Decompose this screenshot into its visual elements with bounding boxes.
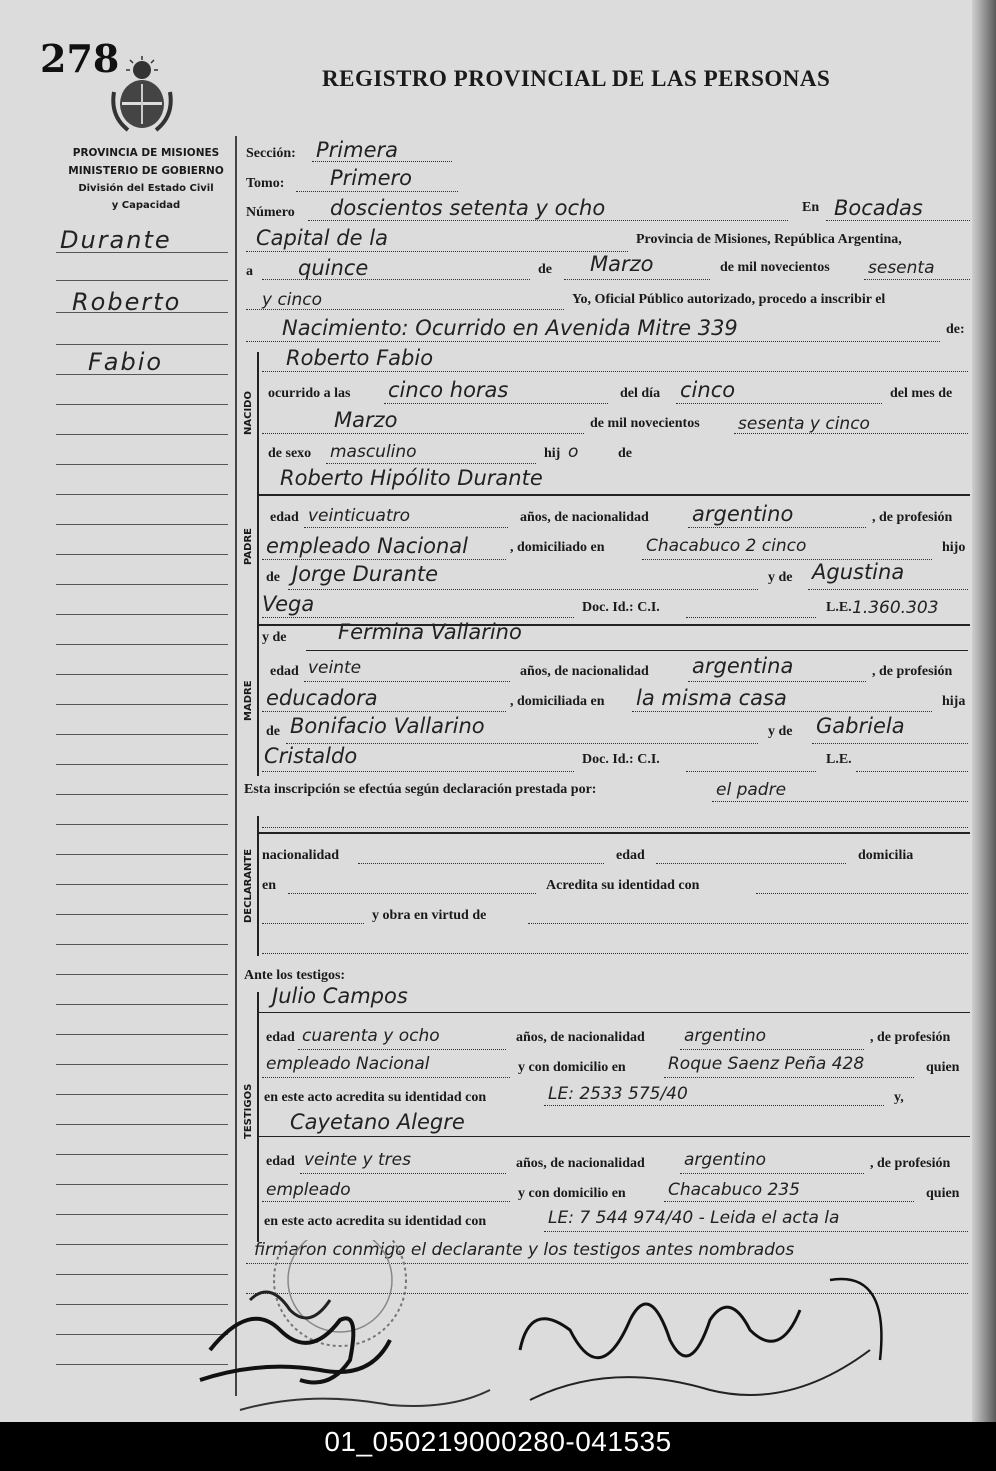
del-dia-label: del día — [620, 386, 661, 401]
de-label: de — [538, 262, 552, 277]
birth-year: sesenta y cinco — [738, 414, 870, 434]
numero-value: doscientos setenta y ocho — [330, 196, 606, 220]
ocurrido-label: ocurrido a las — [268, 386, 351, 401]
father-le-value: 1.360.303 — [852, 598, 939, 618]
madre-section-label: MADRE — [243, 680, 254, 721]
mother-nationality: argentina — [692, 654, 794, 678]
witness1-edad-label: edad — [266, 1030, 295, 1045]
hij-label: hij — [544, 446, 561, 461]
witness1-name: Julio Campos — [272, 984, 408, 1008]
birth-day: cinco — [680, 378, 736, 402]
witness1-id: LE: 2533 575/40 — [548, 1084, 688, 1104]
sexo-label: de sexo — [268, 446, 312, 461]
father-y-de-label: y de — [768, 570, 793, 585]
paternal-grandfather: Jorge Durante — [292, 562, 439, 586]
declarante-section-label: DECLARANTE — [243, 848, 254, 923]
hijo-label: hijo — [942, 540, 966, 555]
testigos-ante-label: Ante los testigos: — [244, 968, 346, 983]
column-divider — [235, 136, 237, 1396]
declarante-edad-label: edad — [616, 848, 645, 863]
seccion-value: Primera — [316, 138, 399, 162]
signatures-and-seal — [190, 1240, 950, 1420]
registration-day: quince — [298, 256, 369, 280]
mother-name: Fermina Vallarino — [338, 620, 522, 644]
witness2-nationality: argentino — [684, 1150, 766, 1170]
numero-label: Número — [246, 205, 295, 220]
witness2-prof-label: , de profesión — [870, 1156, 951, 1171]
declarante-nac-label: nacionalidad — [262, 848, 340, 863]
child-name: Roberto Fabio — [286, 346, 434, 370]
mother-nac-label: años, de nacionalidad — [520, 664, 649, 679]
margin-first-name: Roberto — [72, 288, 182, 316]
authority-capacity: y Capacidad — [111, 200, 181, 211]
father-name: Roberto Hipólito Durante — [280, 466, 543, 490]
authority-province: PROVINCIA DE MISIONES — [72, 147, 220, 159]
father-age: veinticuatro — [308, 506, 410, 526]
place-value: Capital de la — [256, 226, 388, 250]
witness2-dom-label: y con domicilio en — [518, 1186, 626, 1201]
witness2-edad-label: edad — [266, 1154, 295, 1169]
registration-year-cont: y cinco — [262, 290, 323, 310]
mother-profession: educadora — [266, 686, 378, 710]
margin-second-name: Fabio — [88, 348, 164, 376]
witness1-quien-label: quien — [926, 1060, 960, 1075]
coat-of-arms-icon — [108, 56, 176, 136]
father-le-label: L.E. — [826, 600, 852, 615]
seccion-label: Sección: — [246, 146, 296, 161]
hij-de-label: de — [618, 446, 632, 461]
father-domicile: Chacabuco 2 cinco — [646, 536, 807, 556]
de-colon-label: de: — [946, 322, 965, 337]
declarante-acredita-label: Acredita su identidad con — [546, 878, 700, 893]
maternal-grandmother: Gabriela — [816, 714, 905, 738]
mother-de-label: de — [266, 724, 280, 739]
mother-prof-label: , de profesión — [872, 664, 953, 679]
margin-surname: Durante — [60, 226, 172, 254]
witness1-domicile: Roque Saenz Peña 428 — [668, 1054, 865, 1074]
maternal-grandmother-surname: Cristaldo — [264, 744, 358, 768]
father-prof-label: , de profesión — [872, 510, 953, 525]
witness2-nac-label: años, de nacionalidad — [516, 1156, 645, 1171]
mother-le-label: L.E. — [826, 752, 852, 767]
witness2-id: LE: 7 544 974/40 - Leida el acta la — [548, 1208, 840, 1228]
witness1-age: cuarenta y ocho — [302, 1026, 440, 1046]
hij-value: o — [568, 442, 579, 462]
authority-division: División del Estado Civil — [78, 183, 214, 194]
father-de-label: de — [266, 570, 280, 585]
a-label: a — [246, 264, 253, 279]
father-doc-label: Doc. Id.: C.I. — [582, 600, 660, 615]
witness2-profession: empleado — [266, 1180, 351, 1200]
mother-age: veinte — [308, 658, 362, 678]
tomo-label: Tomo: — [246, 176, 285, 191]
father-nac-label: años, de nacionalidad — [520, 510, 649, 525]
mother-y-de2-label: y de — [768, 724, 793, 739]
witness1-profession: empleado Nacional — [266, 1054, 430, 1074]
father-edad-label: edad — [270, 510, 299, 525]
witness2-domicile: Chacabuco 235 — [668, 1180, 800, 1200]
nacido-section-label: NACIDO — [243, 391, 254, 435]
provincia-text: Provincia de Misiones, República Argentina, — [636, 232, 902, 247]
mother-dom-label: , domiciliada en — [510, 694, 605, 709]
declarante-obra-label: y obra en virtud de — [372, 908, 487, 923]
birth-year-label: de mil novecientos — [590, 416, 700, 431]
declaracion-value: el padre — [716, 780, 787, 800]
year-label: de mil novecientos — [720, 260, 830, 275]
mother-domicile: la misma casa — [636, 686, 787, 710]
birth-hour: cinco horas — [388, 378, 509, 402]
registration-year: sesenta — [868, 258, 935, 278]
hija-label: hija — [942, 694, 966, 709]
witness1-prof-label: , de profesión — [870, 1030, 951, 1045]
witness1-nationality: argentino — [684, 1026, 766, 1046]
mother-edad-label: edad — [270, 664, 299, 679]
document-code: 01_050219000280-041535 — [324, 1426, 672, 1457]
witness2-quien-label: quien — [926, 1186, 960, 1201]
page-title: REGISTRO PROVINCIAL DE LAS PERSONAS — [322, 66, 831, 91]
page-binding — [972, 0, 996, 1422]
issuing-authority — [48, 144, 244, 214]
witness1-y-label: y, — [894, 1090, 904, 1105]
registration-month: Marzo — [590, 252, 654, 276]
en-value: Bocadas — [834, 196, 923, 220]
father-nationality: argentino — [692, 502, 794, 526]
father-profession: empleado Nacional — [266, 534, 469, 558]
paternal-grandmother: Agustina — [812, 560, 905, 584]
oficial-text: Yo, Oficial Público autorizado, procedo a inscribir el — [572, 292, 886, 307]
padre-section-label: PADRE — [243, 528, 254, 565]
witness1-nac-label: años, de nacionalidad — [516, 1030, 645, 1045]
birth-month: Marzo — [334, 408, 398, 432]
witness1-dom-label: y con domicilio en — [518, 1060, 626, 1075]
testigos-section-label: TESTIGOS — [243, 1083, 254, 1139]
en-label: En — [802, 200, 820, 215]
father-dom-label: , domiciliado en — [510, 540, 605, 555]
mother-y-de-label: y de — [262, 630, 287, 645]
closing-statement: firmaron conmigo el declarante y los testigos antes nombrados — [254, 1240, 795, 1260]
witness2-acredita-label: en este acto acredita su identidad con — [264, 1214, 487, 1229]
witness1-acredita-label: en este acto acredita su identidad con — [264, 1090, 487, 1105]
sexo-value: masculino — [330, 442, 417, 462]
paternal-grandmother-surname: Vega — [262, 592, 315, 616]
act-value: Nacimiento: Ocurrido en Avenida Mitre 339 — [282, 316, 738, 340]
declaracion-text: Esta inscripción se efectúa según declaración prestada por: — [244, 782, 597, 797]
tomo-value: Primero — [330, 166, 412, 190]
del-mes-label: del mes de — [890, 386, 953, 401]
authority-ministry: MINISTERIO DE GOBIERNO — [68, 165, 224, 177]
maternal-grandfather: Bonifacio Vallarino — [290, 714, 485, 738]
witness2-age: veinte y tres — [304, 1150, 411, 1170]
witness2-name: Cayetano Alegre — [290, 1110, 465, 1134]
declarante-dom-label: domicilia — [858, 848, 914, 863]
page-number: 278 — [40, 36, 120, 81]
mother-doc-label: Doc. Id.: C.I. — [582, 752, 660, 767]
declarante-en-label: en — [262, 878, 276, 893]
